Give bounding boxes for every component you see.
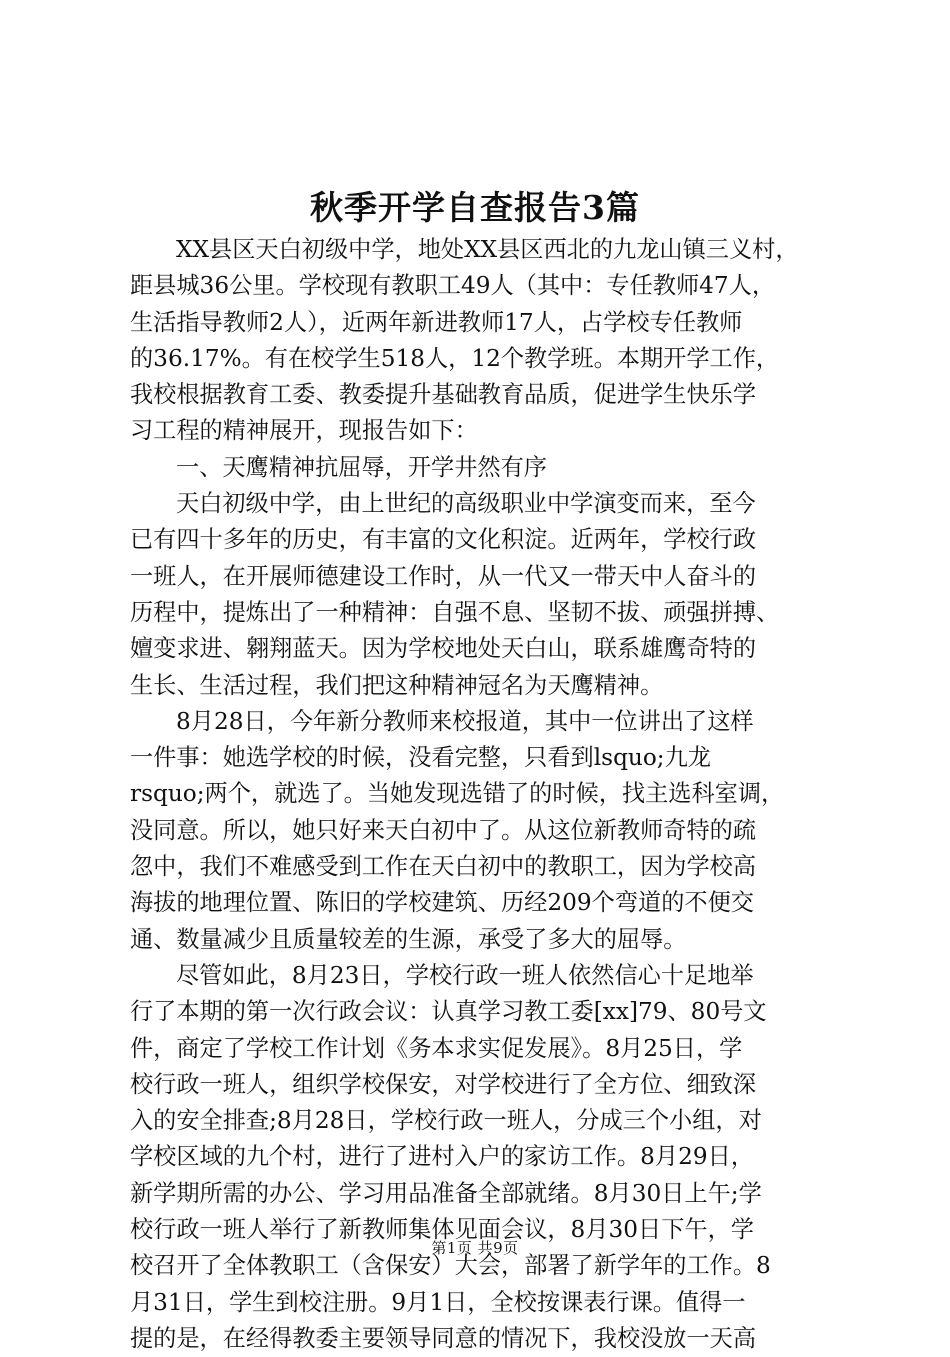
text-line: 件，商定了学校工作计划《务本求实促发展》。8月25日，学 [130, 1034, 743, 1062]
text-line: 通、数量减少且质量较差的生源，承受了多大的屈辱。 [130, 925, 687, 953]
text-line: 校行政一班人，组织学校保安，对学校进行了全方位、细致深 [130, 1070, 757, 1098]
text-line: 我校根据教育工委、教委提升基础教育品质，促进学生快乐学 [130, 381, 757, 409]
text-line: 尽管如此，8月23日，学校行政一班人依然信心十足地举 [176, 961, 754, 989]
text-line: 8月28日，今年新分教师来校报道，其中一位讲出了这样 [176, 707, 754, 735]
text-line: 校召开了全体教职工（含保安）大会，部署了新学年的工作。8 [130, 1252, 771, 1280]
text-line: 已有四十多年的历史，有丰富的文化积淀。近两年，学校行政 [130, 526, 757, 554]
text-line: rsquo;两个，就选了。当她发现选错了的时候，找主选科室调， [130, 780, 785, 808]
text-line: 行了本期的第一次行政会议：认真学习教工委[xx]79、80号文 [130, 998, 767, 1026]
text-line: 历程中，提炼出了一种精神：自强不息、坚韧不拔、顽强拼搏、 [130, 598, 780, 626]
text-line: 没同意。所以，她只好来天白初中了。从这位新教师奇特的疏 [130, 816, 757, 844]
text-line: 的36.17%。有在校学生518人，12个教学班。本期开学工作， [130, 344, 780, 372]
document-body [130, 232, 830, 1357]
text-line: 忽中，我们不难感受到工作在天白初中的教职工，因为学校高 [130, 853, 757, 881]
text-line: 月31日，学生到校注册。9月1日，全校按课表行课。值得一 [130, 1288, 746, 1316]
text-line: 校行政一班人举行了新教师集体见面会议，8月30日下午，学 [130, 1216, 754, 1244]
text-line: 新学期所需的办公、学习用品准备全部就绪。8月30日上午;学 [130, 1179, 762, 1207]
text-line: 入的安全排查;8月28日，学校行政一班人，分成三个小组，对 [130, 1107, 762, 1135]
section-heading: 一、天鹰精神抗屈辱，开学井然有序 [176, 453, 547, 481]
text-line: 一件事：她选学校的时候，没看完整，只看到lsquo;九龙 [130, 744, 711, 772]
text-line: 嬗变求进、翱翔蓝天。因为学校地处天白山，联系雄鹰奇特的 [130, 635, 757, 663]
text-line: 距县城36公里。学校现有教职工49人（其中：专任教师47人， [130, 272, 776, 300]
text-line: 一班人，在开展师德建设工作时，从一代又一带天中人奋斗的 [130, 562, 757, 590]
text-line: 海拔的地理位置、陈旧的学校建筑、历经209个弯道的不便交 [130, 889, 754, 917]
text-line: 学校区域的九个村，进行了进村入户的家访工作。8月29日， [130, 1143, 754, 1171]
page-number-footer: 第1页 共9页 [431, 1239, 519, 1257]
text-line: XX县区天白初级中学，地处XX县区西北的九龙山镇三义村， [176, 236, 799, 263]
text-line: 天白初级中学，由上世纪的高级职业中学演变而来，至今 [176, 490, 756, 518]
document-title: 秋季开学自查报告3篇 [310, 188, 640, 227]
text-line: 生活指导教师2人），近两年新进教师17人，占学校专任教师 [130, 308, 743, 336]
text-line: 生长、生活过程，我们把这种精神冠名为天鹰精神。 [130, 671, 664, 699]
text-line: 习工程的精神展开，现报告如下： [130, 417, 478, 445]
text-line: 提的是，在经得教委主要领导同意的情况下，我校没放一天高 [130, 1324, 757, 1352]
